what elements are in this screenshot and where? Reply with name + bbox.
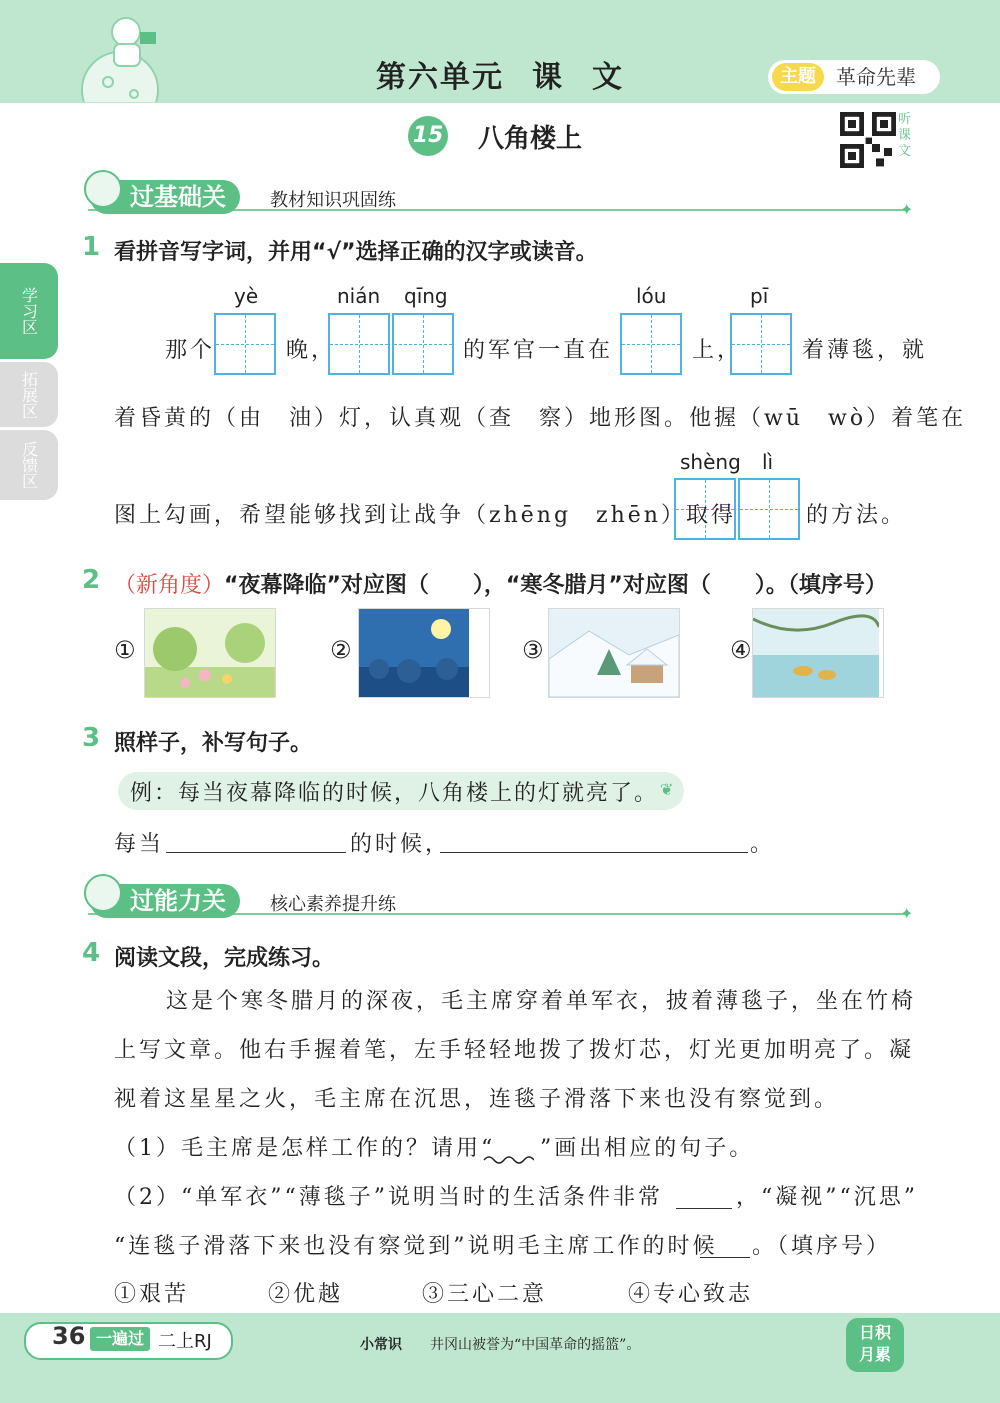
snow-scene-illustration <box>549 609 679 697</box>
section1-title: 过基础关 <box>90 180 240 214</box>
q2-prompt: “夜幕降临”对应图（ ），“寒冬腊月”对应图（ ）。（填序号） <box>224 573 887 598</box>
star-icon: ✦ <box>900 200 914 219</box>
night-scene-illustration <box>359 609 469 697</box>
q4-para-line-2: 上写文章。他右手握着笔，左手轻轻地拨了拨灯芯，灯光更加明亮了。凝 <box>114 1038 915 1063</box>
q2-prompt-line <box>114 568 887 599</box>
q4-choice-1: ①艰苦 <box>114 1282 190 1307</box>
tip-text: 井冈山被誉为“中国革命的摇篮”。 <box>430 1337 641 1353</box>
option-3-label: ③ <box>522 636 544 664</box>
char-box-qing[interactable] <box>392 313 454 375</box>
q1-text-1c: 的军官一直在 <box>463 338 614 363</box>
section1-subtitle: 教材知识巩固练 <box>270 190 396 211</box>
option-4-label: ④ <box>730 636 752 664</box>
grade-label: 二上RJ <box>158 1331 212 1352</box>
pinyin-ye: yè <box>234 284 259 308</box>
leaf-icon: ❦ <box>660 780 674 799</box>
example-text: 例：每当夜幕降临的时候，八角楼上的灯就亮了。 <box>130 781 659 806</box>
q3-blank-2[interactable] <box>440 852 748 853</box>
q3-number: 3 <box>82 723 101 753</box>
lesson-title: 八角楼上 <box>478 124 583 154</box>
mascot-icon <box>84 170 122 208</box>
pinyin-sheng: shèng <box>680 450 741 474</box>
q4-sub1a: （1）毛主席是怎样工作的？请用“ <box>114 1136 496 1161</box>
option-2-image[interactable] <box>358 608 490 698</box>
section2-title: 过能力关 <box>90 884 240 918</box>
q3-fill-a: 每当 <box>114 832 165 857</box>
pinyin-lou: lóu <box>636 284 667 308</box>
q4-choice-2: ②优越 <box>268 1282 344 1307</box>
pinyin-nian: nián <box>337 284 381 308</box>
q4-number: 4 <box>82 938 101 968</box>
star-icon: ✦ <box>900 904 914 923</box>
char-box-li[interactable] <box>738 478 800 540</box>
q4-sub2c: “连毯子滑落下来也没有察觉到”说明毛主席工作的时候 <box>114 1234 718 1259</box>
option-3-image[interactable] <box>548 608 680 698</box>
tip-label: 小常识 <box>360 1337 402 1353</box>
mascot-icon <box>84 874 122 912</box>
char-box-nian[interactable] <box>328 313 390 375</box>
q4-sub2b: ，“凝视”“沉思” <box>736 1185 918 1210</box>
q4-choice-4: ④专心致志 <box>628 1282 754 1307</box>
page-number: 36 <box>52 1322 86 1350</box>
option-4-image[interactable] <box>752 608 884 698</box>
q1-prompt: 看拼音写字词，并用“√”选择正确的汉字或读音。 <box>114 240 598 265</box>
pinyin-li: lì <box>762 450 774 474</box>
qr-code-icon[interactable] <box>840 112 896 168</box>
q1-text-1e: 着薄毯，就 <box>802 338 928 363</box>
q1-number: 1 <box>82 232 101 262</box>
badge-line-2: 月累 <box>858 1345 891 1364</box>
q3-blank-1[interactable] <box>166 852 346 853</box>
q4-sub2d: 。（填序号） <box>752 1234 892 1259</box>
pinyin-pi: pī <box>750 284 769 308</box>
q1-text-1a: 那个 <box>165 338 216 363</box>
topic-tag: 主题 <box>772 63 824 91</box>
section2-subtitle: 核心素养提升练 <box>270 894 396 915</box>
q1-text-3b: 的方法。 <box>806 503 907 528</box>
q4-para-line-3: 视着这星星之火，毛主席在沉思，连毯子滑落下来也没有察觉到。 <box>114 1087 840 1112</box>
q4-blank-2[interactable] <box>700 1257 750 1258</box>
q4-sub1b: ”画出相应的句子。 <box>540 1136 755 1161</box>
q3-fill-b: 的时候， <box>350 832 451 857</box>
q1-text-3a: 图上勾画，希望能够找到让战争（zhēng zhēn）取得 <box>114 503 736 528</box>
char-box-ye[interactable] <box>214 313 276 375</box>
q2-tag: （新角度） <box>114 573 225 598</box>
q4-choice-3: ③三心二意 <box>422 1282 548 1307</box>
side-tab-extend[interactable]: 拓展区 <box>0 362 58 427</box>
brand-logo: 一遍过 <box>90 1327 150 1351</box>
badge-line-1: 日积 <box>858 1323 891 1342</box>
option-2-label: ② <box>330 636 352 664</box>
unit-word-2: 文 <box>592 60 624 95</box>
option-1-label: ① <box>114 636 136 664</box>
q4-prompt: 阅读文段，完成练习。 <box>114 946 335 971</box>
q1-text-1b: 晚， <box>286 338 337 363</box>
char-box-lou[interactable] <box>620 313 682 375</box>
q1-text-2: 着昏黄的（由 油）灯，认真观（查 察）地形图。他握（wū wò）着笔在 <box>114 406 967 431</box>
q3-fill-c: 。 <box>750 832 776 857</box>
q2-number: 2 <box>82 565 101 595</box>
q1-text-1d: 上， <box>692 338 743 363</box>
side-tab-study[interactable]: 学习区 <box>0 263 58 359</box>
side-tab-feedback[interactable]: 反馈区 <box>0 430 58 500</box>
topic-text: 革命先辈 <box>836 65 916 89</box>
q3-prompt: 照样子，补写句子。 <box>114 731 313 756</box>
qr-label: 听课文 <box>898 112 912 159</box>
unit-label: 第六单元 <box>376 60 504 95</box>
unit-word-1: 课 <box>532 60 564 95</box>
garden-scene-illustration <box>145 609 275 697</box>
wavy-line-icon <box>482 1152 534 1166</box>
pinyin-qing: qīng <box>404 284 448 308</box>
q4-sub2a: （2）“单军衣”“薄毯子”说明当时的生活条件非常 <box>114 1185 663 1210</box>
option-1-image[interactable] <box>144 608 276 698</box>
q4-blank-1[interactable] <box>676 1208 732 1209</box>
pond-scene-illustration <box>753 609 879 697</box>
lesson-number-badge: 15 <box>408 116 448 156</box>
q4-para-line-1: 这是个寒冬腊月的深夜，毛主席穿着单军衣，披着薄毯子，坐在竹椅 <box>166 989 917 1014</box>
daily-badge <box>846 1318 904 1372</box>
